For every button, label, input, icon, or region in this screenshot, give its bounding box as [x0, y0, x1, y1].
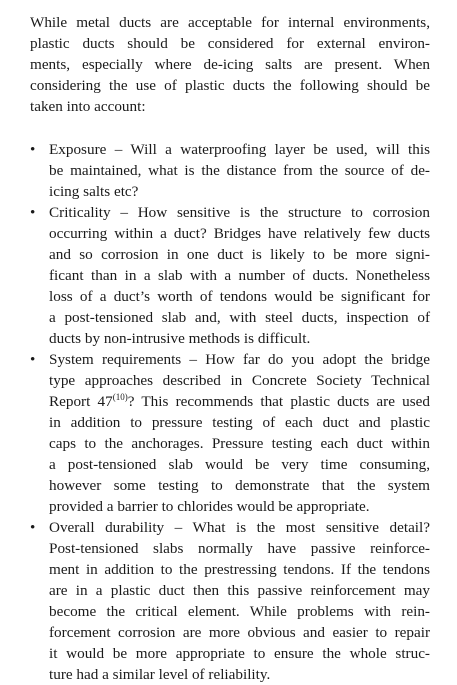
- reference-suffix: ? This recommends that plastic ducts are used: [127, 393, 430, 410]
- list-item-line: in addition to pressure testing of each duct and plastic: [49, 414, 430, 431]
- list-item-criticality: [30, 202, 430, 349]
- list-item-line: a post-tensioned slab and, with steel ducts, inspection of: [49, 309, 430, 326]
- reference-superscript: (10): [112, 392, 128, 402]
- list-item-line: provided a barrier to chlorides would be appropriate.: [49, 498, 370, 515]
- reference-prefix: Report 47: [49, 393, 113, 410]
- intro-line: considering the use of plastic ducts the following should be: [30, 77, 430, 94]
- intro-line: plastic ducts should be considered for external environ-: [30, 35, 430, 52]
- list-item-line: are in a plastic duct then this passive reinforcement may: [49, 582, 430, 599]
- list-item-line: type approaches described in Concrete Society Technical: [49, 372, 430, 389]
- list-item-exposure: [30, 139, 430, 202]
- considerations-list: [30, 139, 430, 685]
- list-item-line: a post-tensioned slab would be very time consuming,: [49, 456, 430, 473]
- bullet-icon: •: [30, 519, 36, 536]
- bullet-icon: •: [30, 141, 36, 158]
- list-item-line: Criticality – How sensitive is the structure to corrosion: [49, 204, 430, 221]
- list-item-line: Overall durability – What is the most sensitive detail?: [49, 519, 430, 536]
- list-item-line: however some testing to demonstrate that the system: [49, 477, 430, 494]
- list-item-line: and so corrosion in one duct is likely to be more signi-: [49, 246, 430, 263]
- list-item-line: forcement corrosion are more obvious and easier to repair: [49, 624, 430, 641]
- list-item-line: ficant than in a slab with a number of ducts. Nonetheless: [49, 267, 430, 284]
- list-item-line: it would be more appropriate to ensure the whole struc-: [49, 645, 430, 662]
- list-item-line: caps to the anchorages. Pressure testing each duct within: [49, 435, 430, 452]
- list-item-line: icing salts etc?: [49, 183, 139, 200]
- intro-paragraph: [30, 12, 430, 117]
- intro-line: ments, especially where de-icing salts are present. When: [30, 56, 430, 73]
- list-item-line: be maintained, what is the distance from the source of de-: [49, 162, 430, 179]
- reference-line: [49, 391, 430, 412]
- list-item-line: ment in addition to the prestressing tendons. If the tendons: [49, 561, 430, 578]
- document-page: [30, 12, 430, 685]
- list-item-overall-durability: [30, 517, 430, 685]
- list-item-line: ducts by non-intrusive methods is difficult.: [49, 330, 311, 347]
- list-item-line: become the critical element. While problems with rein-: [49, 603, 430, 620]
- bullet-icon: •: [30, 351, 36, 368]
- intro-line: While metal ducts are acceptable for internal environments,: [30, 14, 430, 31]
- list-item-line: ture had a similar level of reliability.: [49, 666, 271, 683]
- list-item-line: loss of a duct’s worth of tendons would be significant for: [49, 288, 430, 305]
- list-item-line: Exposure – Will a waterproofing layer be used, will this: [49, 141, 430, 158]
- intro-line: taken into account:: [30, 98, 146, 115]
- list-item-system-requirements: [30, 349, 430, 517]
- list-item-line: Post-tensioned slabs normally have passive reinforce-: [49, 540, 430, 557]
- list-item-line: System requirements – How far do you adopt the bridge: [49, 351, 430, 368]
- bullet-icon: •: [30, 204, 36, 221]
- list-item-line: occurring within a duct? Bridges have relatively few ducts: [49, 225, 430, 242]
